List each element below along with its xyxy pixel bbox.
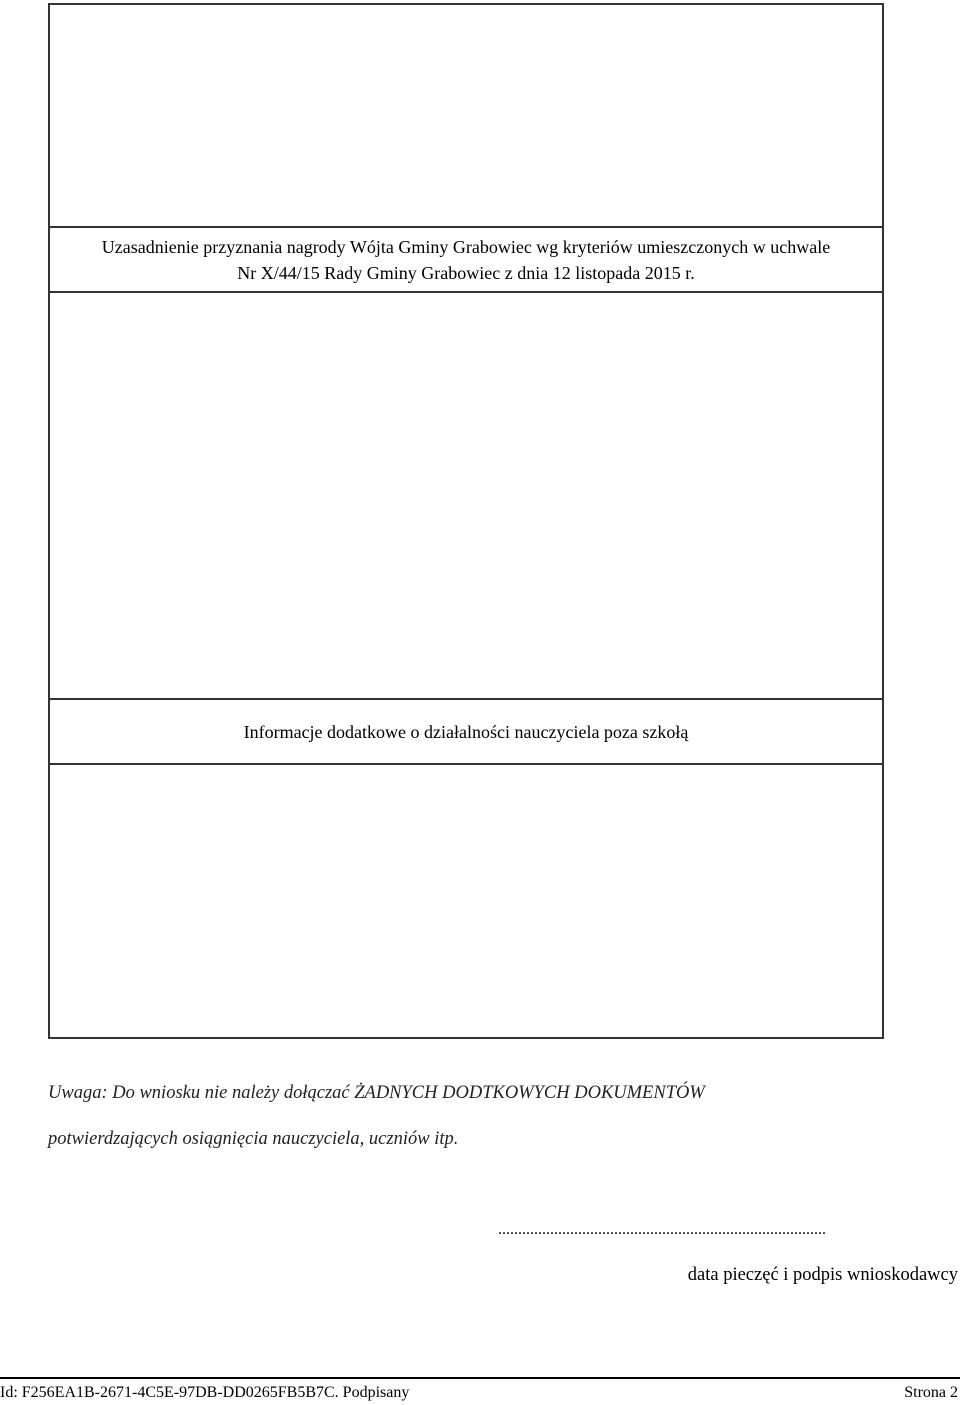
signature-dotted-line: ..................................................................................	[498, 1221, 826, 1238]
page-footer	[0, 1377, 960, 1403]
signature-label: data pieczęć i podpis wnioskodawcy	[687, 1265, 958, 1285]
justification-heading-cell	[48, 226, 884, 293]
top-empty-field[interactable]	[48, 3, 884, 228]
justification-heading	[94, 234, 838, 286]
document-id: Id: F256EA1B-2671-4C5E-97DB-DD0265FB5B7C. Podpisany	[0, 1384, 410, 1401]
note-line-2: potwierdzających osiągnięcia nauczyciela, uczniów itp.	[48, 1129, 459, 1149]
additional-info-heading-cell	[48, 698, 884, 765]
note-line-1: Uwaga: Do wniosku nie należy dołączać ŻADNYCH DODTKOWYCH DOKUMENTÓW	[48, 1083, 705, 1103]
page-number: Strona 2	[904, 1384, 958, 1401]
additional-info-heading: Informacje dodatkowe o działalności nauczyciela poza szkołą	[243, 721, 689, 742]
additional-info-input-area[interactable]	[48, 763, 884, 1039]
justification-heading-line2: Nr X/44/15 Rady Gminy Grabowiec z dnia 12 listopada 2015 r.	[237, 262, 695, 283]
justification-input-area[interactable]	[48, 291, 884, 700]
justification-heading-line1: Uzasadnienie przyznania nagrody Wójta Gminy Grabowiec wg kryteriów umieszczonych w uchwale	[101, 236, 831, 257]
